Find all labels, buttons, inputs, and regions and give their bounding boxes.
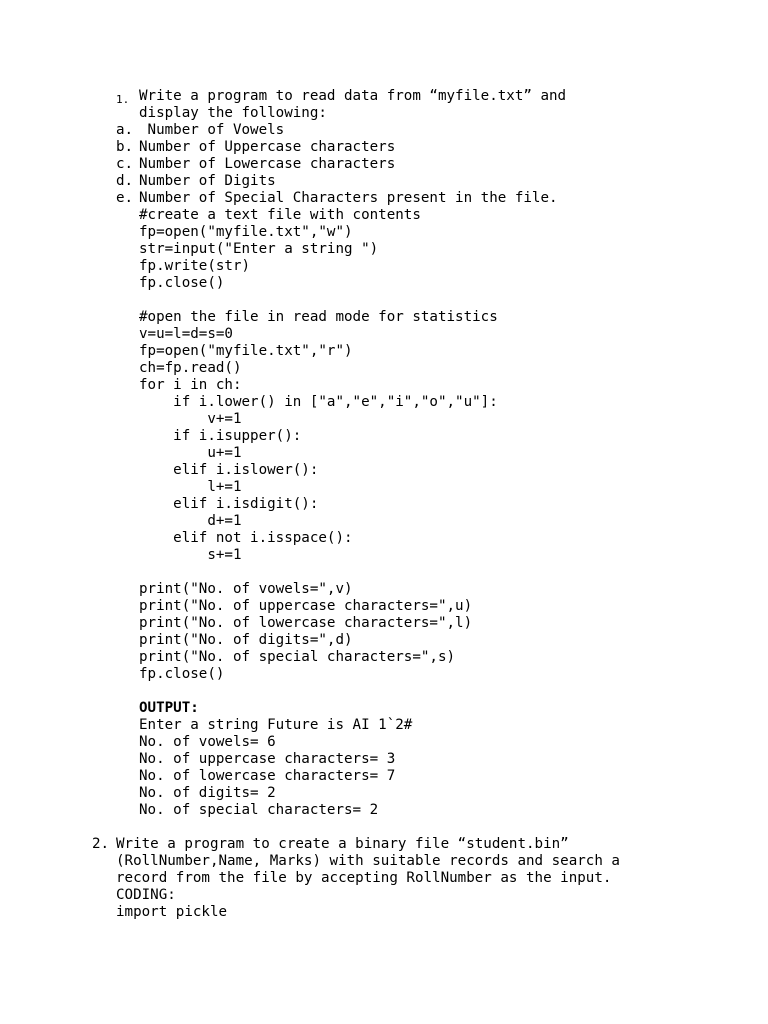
output-line: No. of digits= 2	[139, 785, 276, 801]
code-line: fp.close()	[139, 275, 225, 291]
item-e-marker: e.	[116, 190, 134, 206]
item-b-marker: b.	[116, 139, 134, 155]
code-line: v+=1	[139, 411, 242, 427]
code-line: if i.lower() in ["a","e","i","o","u"]:	[139, 394, 498, 410]
code-line: d+=1	[139, 513, 242, 529]
question-2-line: record from the file by accepting RollNumber as the input.	[116, 870, 612, 886]
item-d-text: Number of Digits	[139, 173, 276, 189]
output-heading: OUTPUT:	[139, 700, 199, 716]
output-line: No. of uppercase characters= 3	[139, 751, 396, 767]
code-line: print("No. of vowels=",v)	[139, 581, 353, 597]
code-line: print("No. of special characters=",s)	[139, 649, 456, 665]
code-line: #open the file in read mode for statistics	[139, 309, 498, 325]
question-2-coding-label: CODING:	[116, 887, 176, 903]
item-a-text: Number of Vowels	[139, 122, 285, 138]
code-line: s+=1	[139, 547, 242, 563]
item-d-marker: d.	[116, 173, 134, 189]
item-a-marker: a.	[116, 122, 134, 138]
code-line: u+=1	[139, 445, 242, 461]
output-line: Enter a string Future is AI 1`2#	[139, 717, 413, 733]
code-line: elif i.isdigit():	[139, 496, 319, 512]
code-line: #create a text file with contents	[139, 207, 421, 223]
item-b-text: Number of Uppercase characters	[139, 139, 396, 155]
item-c-text: Number of Lowercase characters	[139, 156, 396, 172]
code-line: for i in ch:	[139, 377, 242, 393]
output-line: No. of special characters= 2	[139, 802, 379, 818]
code-line: print("No. of uppercase characters=",u)	[139, 598, 473, 614]
code-line: l+=1	[139, 479, 242, 495]
question-1-title-line-1: Write a program to read data from “myfile.txt” and	[139, 88, 567, 104]
code-line: import pickle	[116, 904, 228, 920]
code-line: fp=open("myfile.txt","r")	[139, 343, 353, 359]
code-line: fp.close()	[139, 666, 225, 682]
code-line: print("No. of digits=",d)	[139, 632, 353, 648]
code-line: if i.isupper():	[139, 428, 302, 444]
question-2-number: 2.	[92, 836, 110, 852]
code-line: print("No. of lowercase characters=",l)	[139, 615, 473, 631]
question-1-number: 1.	[116, 93, 130, 106]
question-2-line: (RollNumber,Name, Marks) with suitable records and search a	[116, 853, 620, 869]
output-line: No. of vowels= 6	[139, 734, 276, 750]
code-line: elif not i.isspace():	[139, 530, 353, 546]
question-2-line: Write a program to create a binary file “student.bin”	[116, 836, 569, 852]
code-line: fp=open("myfile.txt","w")	[139, 224, 353, 240]
output-line: No. of lowercase characters= 7	[139, 768, 396, 784]
code-line: v=u=l=d=s=0	[139, 326, 233, 342]
code-line: ch=fp.read()	[139, 360, 242, 376]
question-1-title-line-2: display the following:	[139, 105, 327, 121]
code-line: str=input("Enter a string ")	[139, 241, 379, 257]
code-line: fp.write(str)	[139, 258, 251, 274]
item-c-marker: c.	[116, 156, 134, 172]
code-line: elif i.islower():	[139, 462, 319, 478]
item-e-text: Number of Special Characters present in the file.	[139, 190, 558, 206]
